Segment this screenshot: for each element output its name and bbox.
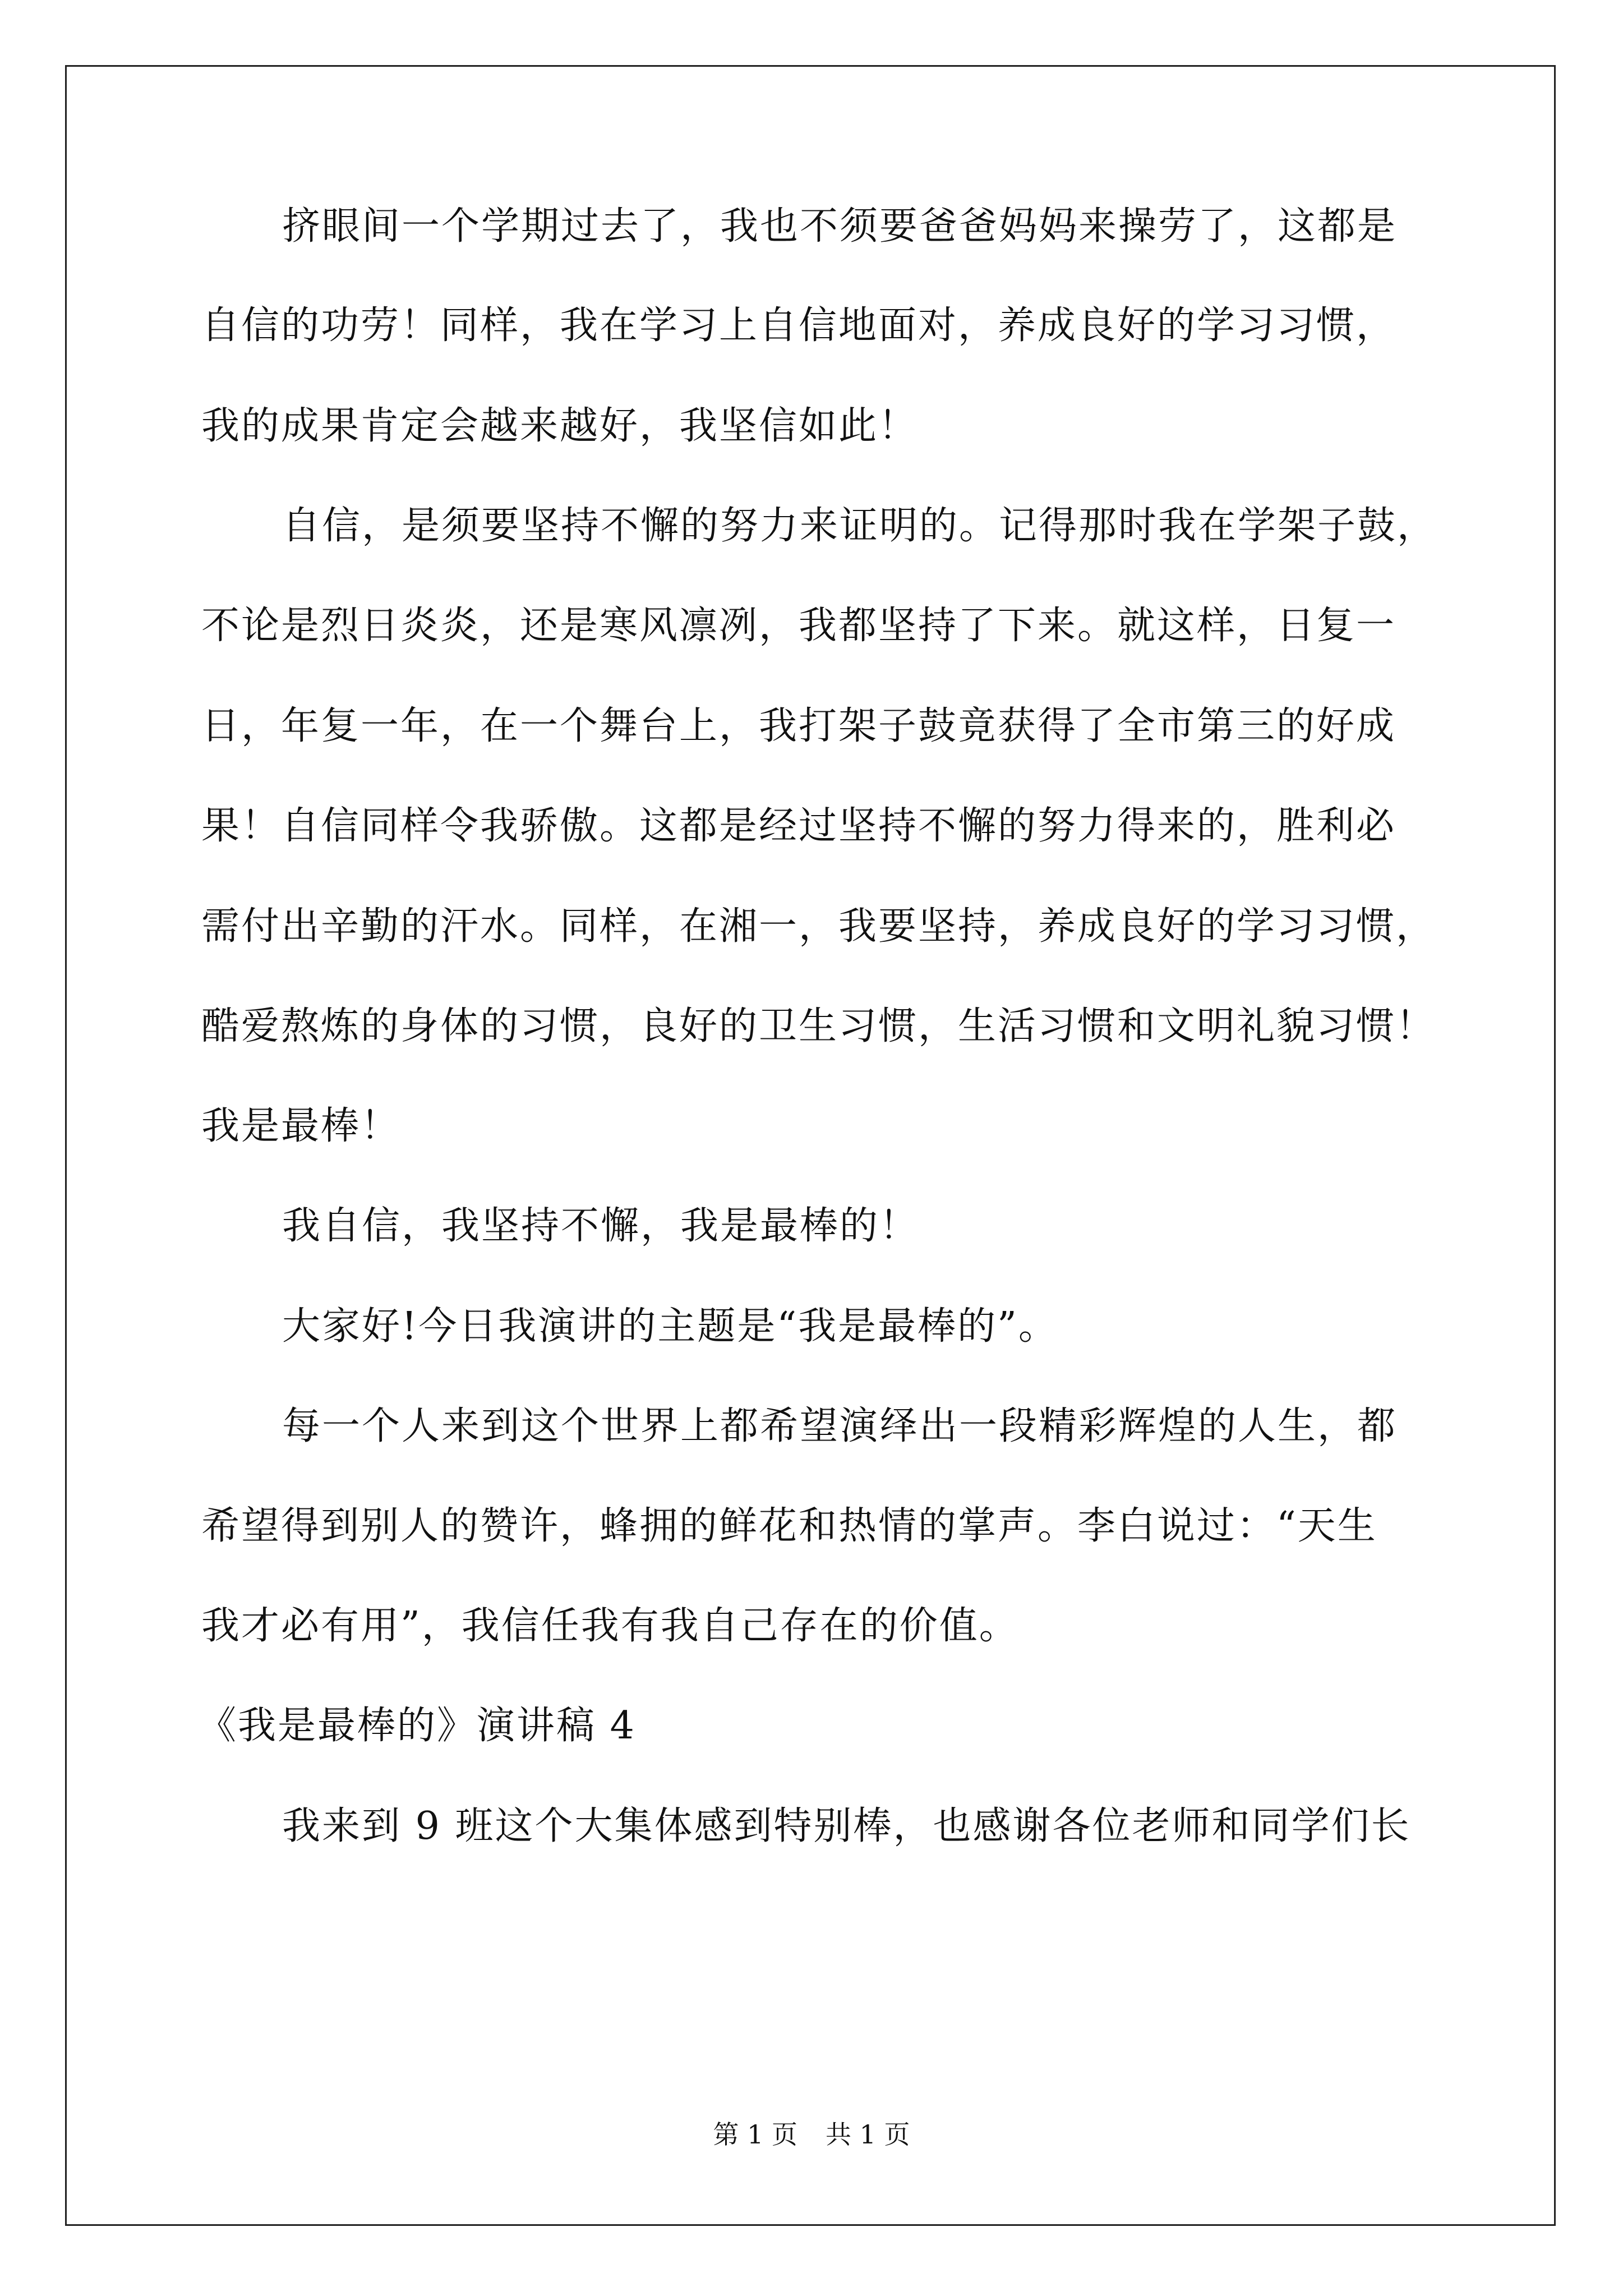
page-number-total: 共 1 页 <box>826 2119 910 2150</box>
page-footer <box>0 2118 1623 2151</box>
text-line: 我才必有用”，我信任我有我自己存在的价值。 <box>201 1604 1019 1648</box>
text-line: 每一个人来到这个世界上都希望演绎出一段精彩辉煌的人生，都 <box>282 1404 1398 1448</box>
text-line: 挤眼间一个学期过去了，我也不须要爸爸妈妈来操劳了，这都是 <box>282 204 1398 249</box>
text-line: 自信，是须要坚持不懈的努力来证明的。记得那时我在学架子鼓， <box>282 504 1437 548</box>
text-line: 果！自信同样令我骄傲。这都是经过坚持不懈的努力得来的，胜利必 <box>201 804 1396 848</box>
text-line: 不论是烈日炎炎，还是寒风凛冽，我都坚持了下来。就这样，日复一 <box>201 604 1396 648</box>
text-line: 酷爱熬炼的身体的习惯，良好的卫生习惯，生活习惯和文明礼貌习惯！ <box>201 1004 1436 1048</box>
section-heading: 《我是最棒的》演讲稿 4 <box>198 1704 636 1748</box>
text-line: 大家好!今日我演讲的主题是“我是最棒的”。 <box>282 1304 1058 1349</box>
text-line: 需付出辛勤的汗水。同样，在湘一，我要坚持，养成良好的学习习惯， <box>201 904 1436 949</box>
text-line: 希望得到别人的赞许，蜂拥的鲜花和热情的掌声。李白说过：“天生 <box>201 1504 1377 1548</box>
text-line: 我是最棒！ <box>201 1104 401 1148</box>
text-line: 我自信，我坚持不懈，我是最棒的！ <box>282 1204 920 1248</box>
text-line: 自信的功劳！同样，我在学习上自信地面对，养成良好的学习习惯， <box>201 303 1396 348</box>
page-number-current: 第 1 页 <box>713 2119 797 2150</box>
text-line: 我的成果肯定会越来越好，我坚信如此！ <box>201 404 919 448</box>
text-line: 日，年复一年，在一个舞台上，我打架子鼓竟获得了全市第三的好成 <box>201 704 1396 748</box>
text-line: 我来到 9 班这个大集体感到特别棒，也感谢各位老师和同学们长 <box>282 1804 1411 1848</box>
